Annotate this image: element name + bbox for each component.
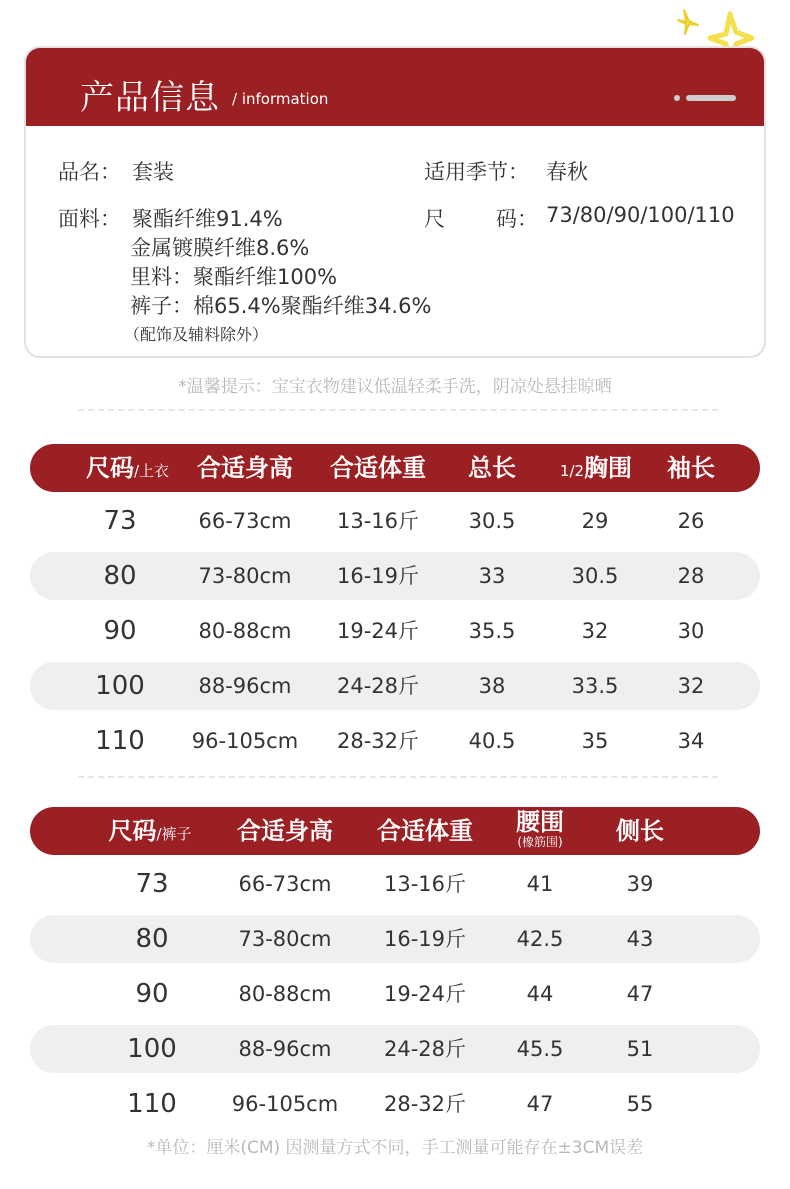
table-row xyxy=(30,662,760,710)
cell-height: 80-88cm xyxy=(238,982,332,1006)
cell-length: 33 xyxy=(478,564,506,588)
cell-chest: 30.5 xyxy=(571,564,619,588)
cell-weight: 24-28斤 xyxy=(336,674,420,698)
info-title: 产品信息 xyxy=(80,78,220,118)
cell-size: 73 xyxy=(103,506,137,536)
cell-size: 73 xyxy=(135,869,169,899)
header-size: 尺码/裤子 xyxy=(108,817,192,845)
cell-weight: 24-28斤 xyxy=(383,1037,467,1061)
cell-chest: 33.5 xyxy=(571,674,619,698)
cell-sleeve: 26 xyxy=(677,509,705,533)
cell-size: 90 xyxy=(135,979,169,1009)
cell-weight: 13-16斤 xyxy=(336,509,420,533)
cell-height: 96-105cm xyxy=(231,1092,339,1116)
divider xyxy=(78,409,718,411)
cell-waist: 42.5 xyxy=(516,927,564,951)
info-header xyxy=(26,48,764,126)
header-side-length: 侧长 xyxy=(616,817,664,845)
cell-side-length: 43 xyxy=(626,927,654,951)
season-label: 适用季节： xyxy=(424,160,529,184)
cell-height: 88-96cm xyxy=(238,1037,332,1061)
size-label: 尺 xyxy=(424,207,445,231)
product-info-card xyxy=(24,46,766,358)
cell-waist: 44 xyxy=(526,982,554,1006)
cell-weight: 28-32斤 xyxy=(383,1092,467,1116)
fabric-note: （配饰及辅料除外） xyxy=(124,325,269,344)
info-subtitle: / information xyxy=(232,90,329,108)
cell-weight: 28-32斤 xyxy=(336,729,420,753)
table-row xyxy=(30,552,760,600)
cell-chest: 29 xyxy=(581,509,609,533)
cell-side-length: 47 xyxy=(626,982,654,1006)
header-dot xyxy=(674,95,680,101)
fabric-line: 里料：聚酯纤维100% xyxy=(130,265,338,289)
fabric-line: 裤子：棉65.4%聚酯纤维34.6% xyxy=(130,294,432,318)
cell-length: 38 xyxy=(478,674,506,698)
cell-length: 30.5 xyxy=(468,509,516,533)
header-waist: 腰围 (橡筋围) xyxy=(516,808,564,849)
header-size: 尺码/上衣 xyxy=(85,454,170,482)
table-row xyxy=(30,970,760,1018)
cell-size: 90 xyxy=(103,616,137,646)
table-row xyxy=(30,497,760,545)
cell-height: 80-88cm xyxy=(198,619,292,643)
cell-side-length: 51 xyxy=(626,1037,654,1061)
header-height: 合适身高 xyxy=(197,454,293,482)
table-row xyxy=(30,1025,760,1073)
cell-side-length: 55 xyxy=(626,1092,654,1116)
table-header xyxy=(30,807,760,855)
cell-weight: 19-24斤 xyxy=(383,982,467,1006)
cell-height: 88-96cm xyxy=(198,674,292,698)
fabric-label: 面料： xyxy=(58,207,121,231)
cell-weight: 16-19斤 xyxy=(336,564,420,588)
cell-sleeve: 28 xyxy=(677,564,705,588)
cell-sleeve: 32 xyxy=(677,674,705,698)
cell-chest: 35 xyxy=(581,729,609,753)
table-row xyxy=(30,860,760,908)
care-tip: *温馨提示：宝宝衣物建议低温轻柔手洗，阴凉处悬挂晾晒 xyxy=(178,377,612,397)
cell-height: 66-73cm xyxy=(198,509,292,533)
cell-height: 66-73cm xyxy=(238,872,332,896)
header-weight: 合适体重 xyxy=(330,454,426,482)
cell-height: 96-105cm xyxy=(191,729,299,753)
cell-waist: 41 xyxy=(526,872,554,896)
season-value: 春秋 xyxy=(546,160,588,184)
size-label: 码： xyxy=(496,207,538,231)
cell-size: 110 xyxy=(95,726,145,756)
fabric-line: 聚酯纤维91.4% xyxy=(132,207,283,231)
cell-size: 100 xyxy=(95,671,145,701)
cell-weight: 16-19斤 xyxy=(383,927,467,951)
table-row xyxy=(30,915,760,963)
cell-size: 110 xyxy=(127,1089,177,1119)
table-header xyxy=(30,444,760,492)
cell-height: 73-80cm xyxy=(238,927,332,951)
header-weight: 合适体重 xyxy=(377,817,473,845)
cell-sleeve: 34 xyxy=(677,729,705,753)
size-value: 73/80/90/100/110 xyxy=(546,203,735,227)
cell-length: 40.5 xyxy=(468,729,516,753)
cell-size: 100 xyxy=(127,1034,177,1064)
header-sleeve: 袖长 xyxy=(667,454,715,482)
divider xyxy=(78,776,718,778)
table-row xyxy=(30,1080,760,1128)
table-row xyxy=(30,607,760,655)
cell-size: 80 xyxy=(103,561,137,591)
cell-height: 73-80cm xyxy=(198,564,292,588)
cell-chest: 32 xyxy=(581,619,609,643)
cell-weight: 13-16斤 xyxy=(383,872,467,896)
cell-size: 80 xyxy=(135,924,169,954)
table-row xyxy=(30,717,760,765)
name-value: 套装 xyxy=(132,160,174,184)
cell-waist: 47 xyxy=(526,1092,554,1116)
header-bar xyxy=(686,95,736,101)
header-height: 合适身高 xyxy=(237,817,333,845)
name-label: 品名： xyxy=(58,160,121,184)
cell-side-length: 39 xyxy=(626,872,654,896)
cell-waist: 45.5 xyxy=(516,1037,564,1061)
cell-weight: 19-24斤 xyxy=(336,619,420,643)
cell-sleeve: 30 xyxy=(677,619,705,643)
cell-length: 35.5 xyxy=(468,619,516,643)
header-chest: 1/2胸围 xyxy=(559,454,633,482)
header-length: 总长 xyxy=(468,454,516,482)
footnote: *单位：厘米(CM) 因测量方式不同，手工测量可能存在±3CM误差 xyxy=(146,1138,644,1158)
fabric-line: 金属镀膜纤维8.6% xyxy=(130,236,310,260)
